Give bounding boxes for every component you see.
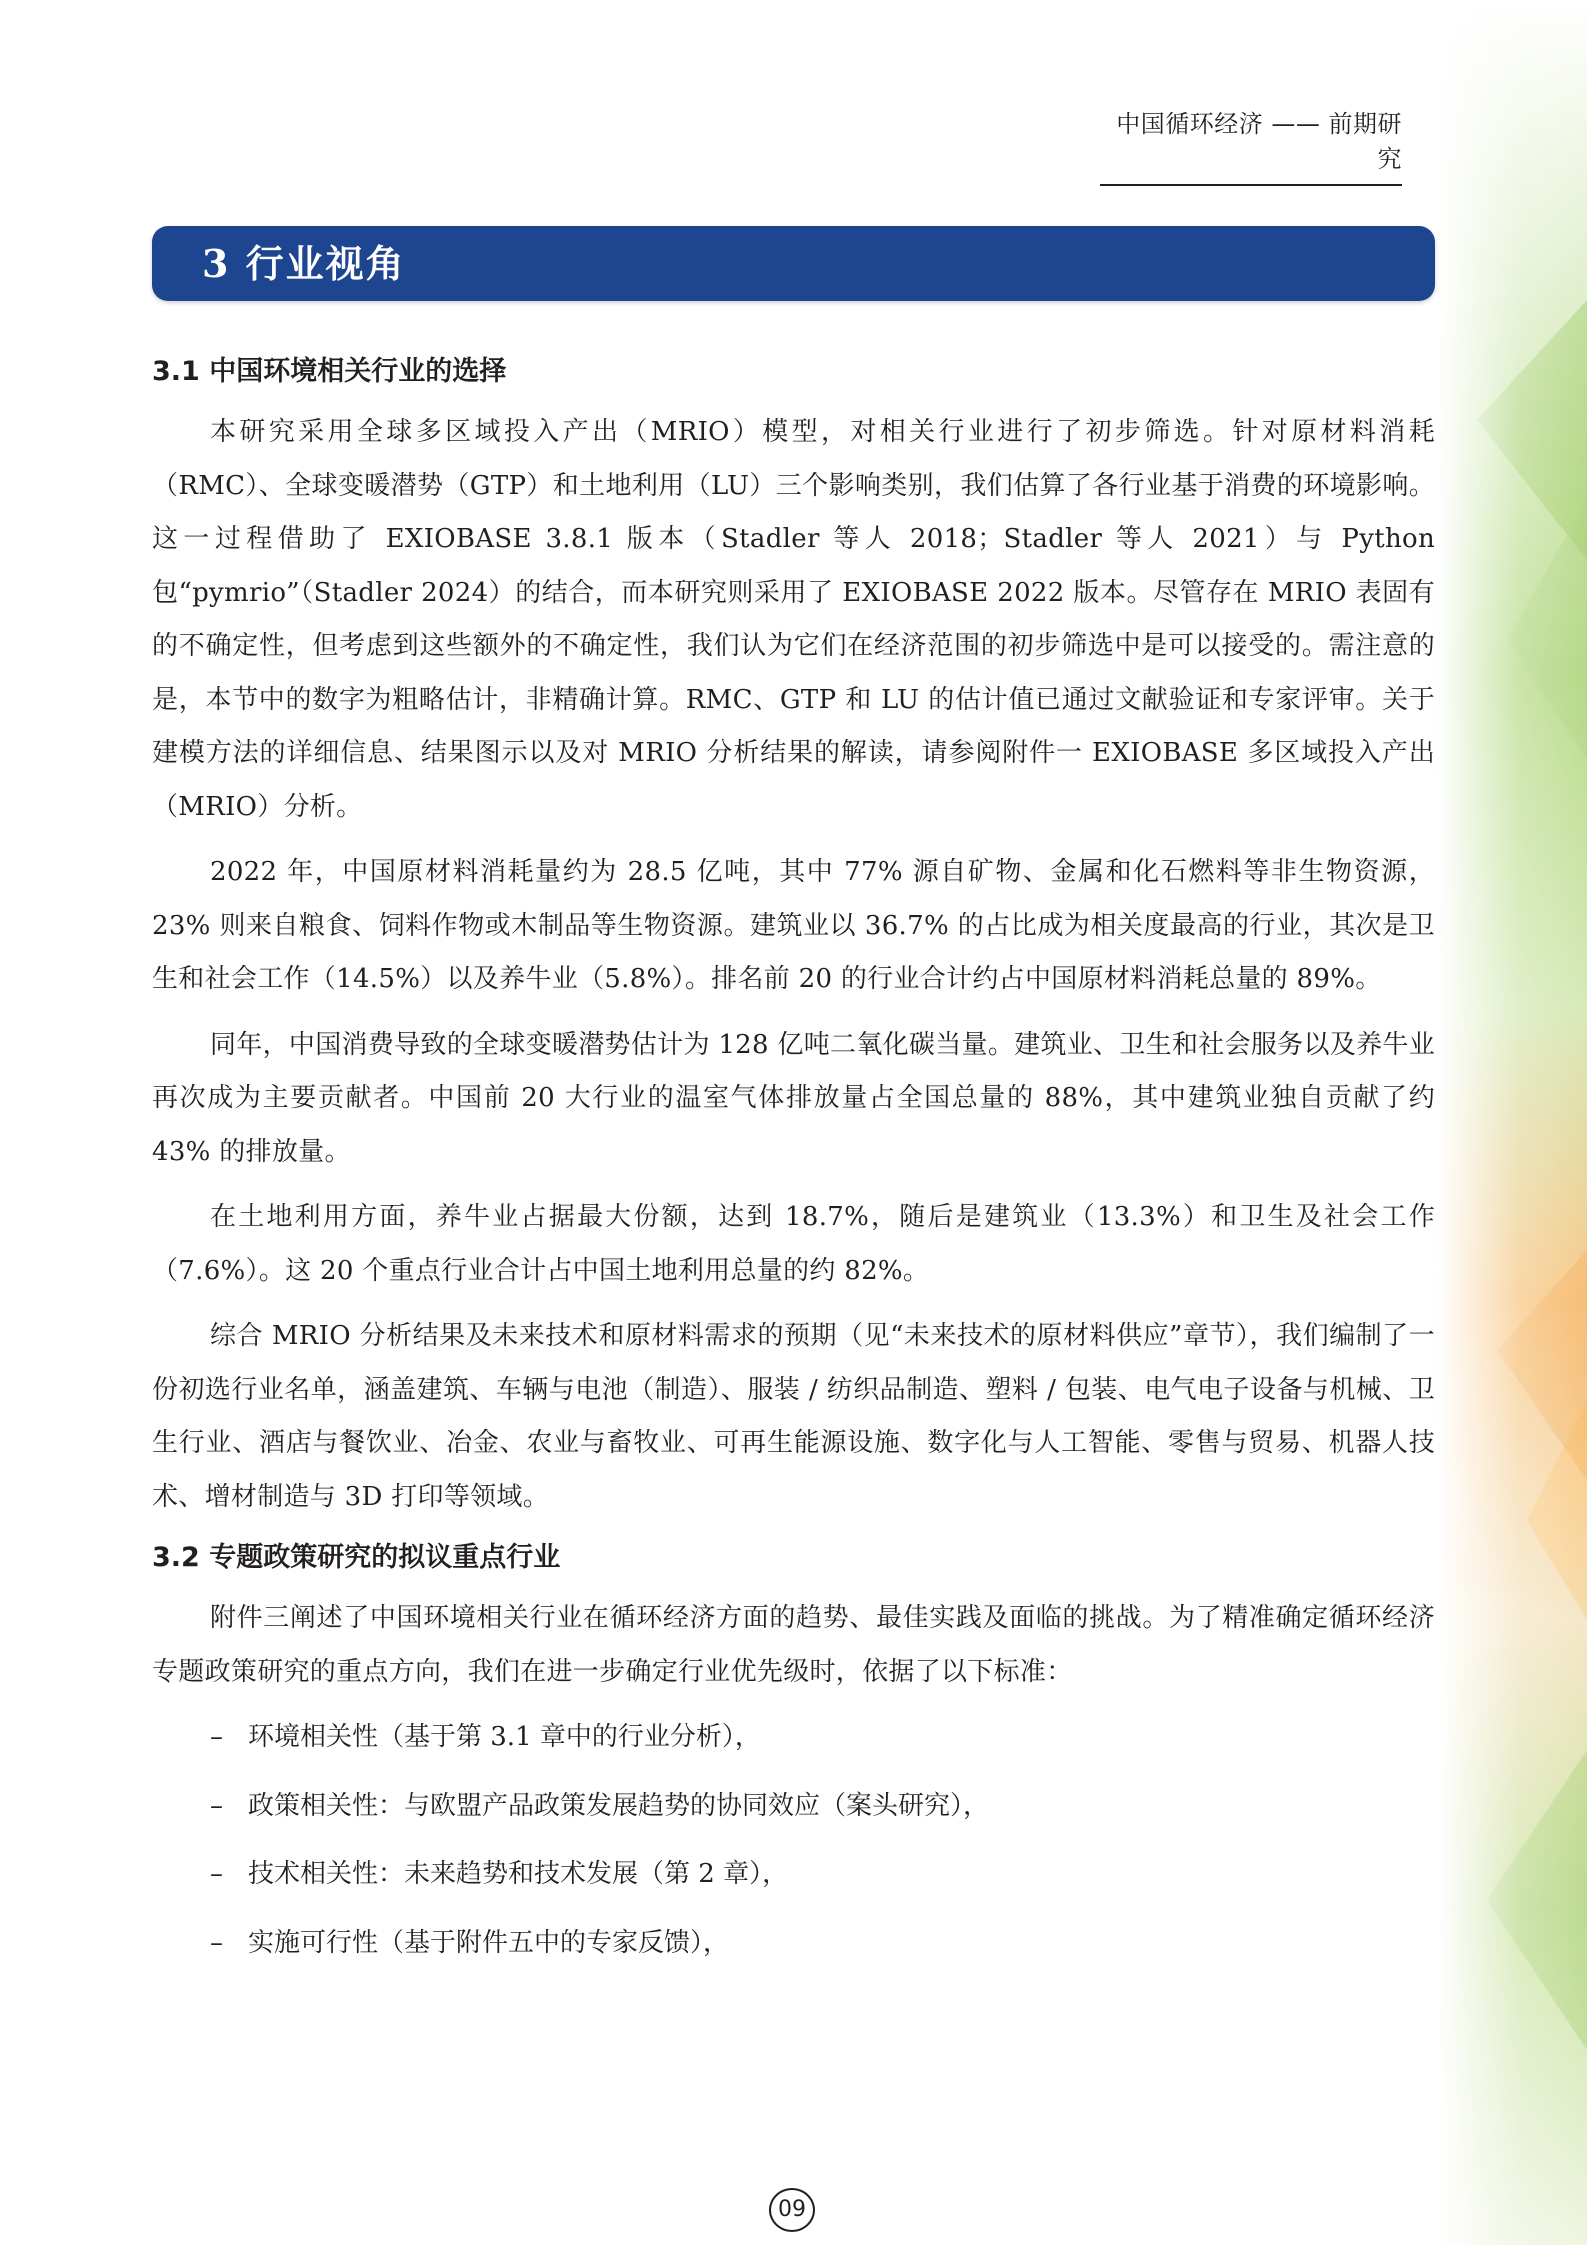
subsection-heading-3-1: 3.1 中国环境相关行业的选择 — [152, 356, 507, 387]
body-paragraph: 本研究采用全球多区域投入产出（MRIO）模型，对相关行业进行了初步筛选。针对原材料消耗（RMC）、全球变暖潜势（GTP）和土地利用（LU）三个影响类别，我们估算了各行业基于消费的环境影响。这一过程借助了 EXIOBASE 3.8.1 版本（Stadler 等人 2018；Stadler 等人 2021）与 Python 包“pymrio”（Stadler 2024）的结合，而本研究则采用了 EXIOBASE 2022 版本。尽管存在 MRIO 表固有的不确定性，但考虑到这些额外的不确定性，我们认为它们在经济范围的初步筛选中是可以接受的。需注意的是，本节中的数字为粗略估计，非精确计算。RMC、GTP 和 LU 的估计值已通过文献验证和专家评审。关于建模方法的详细信息、结果图示以及对 MRIO 分析结果的解读，请参阅附件一 EXIOBASE 多区域投入产出（MRIO）分析。 — [152, 417, 1435, 822]
page-number: 09 — [769, 2188, 815, 2232]
body-paragraph: 在土地利用方面，养牛业占据最大份额，达到 18.7%，随后是建筑业（13.3%）和卫生及社会工作（7.6%）。这 20 个重点行业合计占中国土地利用总量的约 82%。 — [152, 1202, 1435, 1286]
decorative-side-gradient — [1437, 0, 1587, 2245]
body-paragraph: 综合 MRIO 分析结果及未来技术和原材料需求的预期（见“未来技术的原材料供应”章节），我们编制了一份初选行业名单，涵盖建筑、车辆与电池（制造）、服装 / 纺织品制造、塑料 / 包装、电气电子设备与机械、卫生行业、酒店与餐饮业、冶金、农业与畜牧业、可再生能源设施、数字化与人工智能、零售与贸易、机器人技术、增材制造与 3D 打印等领域。 — [152, 1321, 1435, 1512]
list-item-text: 环境相关性（基于第 3.1 章中的行业分析）， — [248, 1722, 761, 1752]
main-content — [152, 352, 1435, 1985]
section-title: 3 行业视角 — [202, 241, 406, 286]
list-item-text: 政策相关性：与欧盟产品政策发展趋势的协同效应（案头研究）， — [248, 1790, 990, 1821]
section-banner — [152, 226, 1435, 301]
list-item — [152, 1848, 1435, 1902]
body-paragraph: 2022 年，中国原材料消耗量约为 28.5 亿吨，其中 77% 源自矿物、金属和化石燃料等非生物资源，23% 则来自粮食、饲料作物或木制品等生物资源。建筑业以 36.7% 的占比成为相关度最高的行业，其次是卫生和社会工作（14.5%）以及养牛业（5.8%）。排名前 20 的行业合计约占中国原材料消耗总量的 89%。 — [152, 857, 1435, 994]
intro-paragraph: 附件三阐述了中国环境相关行业在循环经济方面的趋势、最佳实践及面临的挑战。为了精准确定循环经济专题政策研究的重点方向，我们在进一步确定行业优先级时，依据了以下标准： — [152, 1603, 1435, 1687]
list-item — [152, 1917, 1435, 1971]
subsection-heading-3-2: 3.2 专题政策研究的拟议重点行业 — [152, 1542, 561, 1573]
list-item — [152, 1780, 1435, 1834]
dash-bullet: – — [210, 1790, 223, 1821]
dash-bullet: – — [210, 1859, 223, 1889]
body-paragraph: 同年，中国消费导致的全球变暖潜势估计为 128 亿吨二氧化碳当量。建筑业、卫生和社会服务以及养牛业再次成为主要贡献者。中国前 20 大行业的温室气体排放量占全国总量的 88%，其中建筑业独自贡献了约 43% 的排放量。 — [152, 1029, 1435, 1167]
dash-bullet: – — [210, 1722, 223, 1752]
running-header: 中国循环经济 —— 前期研究 — [1100, 104, 1402, 186]
criteria-list — [152, 1711, 1435, 1970]
list-item — [152, 1711, 1435, 1765]
list-item-text: 实施可行性（基于附件五中的专家反馈）， — [248, 1927, 730, 1958]
list-item-text: 技术相关性：未来趋势和技术发展（第 2 章）， — [248, 1859, 789, 1889]
dash-bullet: – — [210, 1927, 223, 1958]
